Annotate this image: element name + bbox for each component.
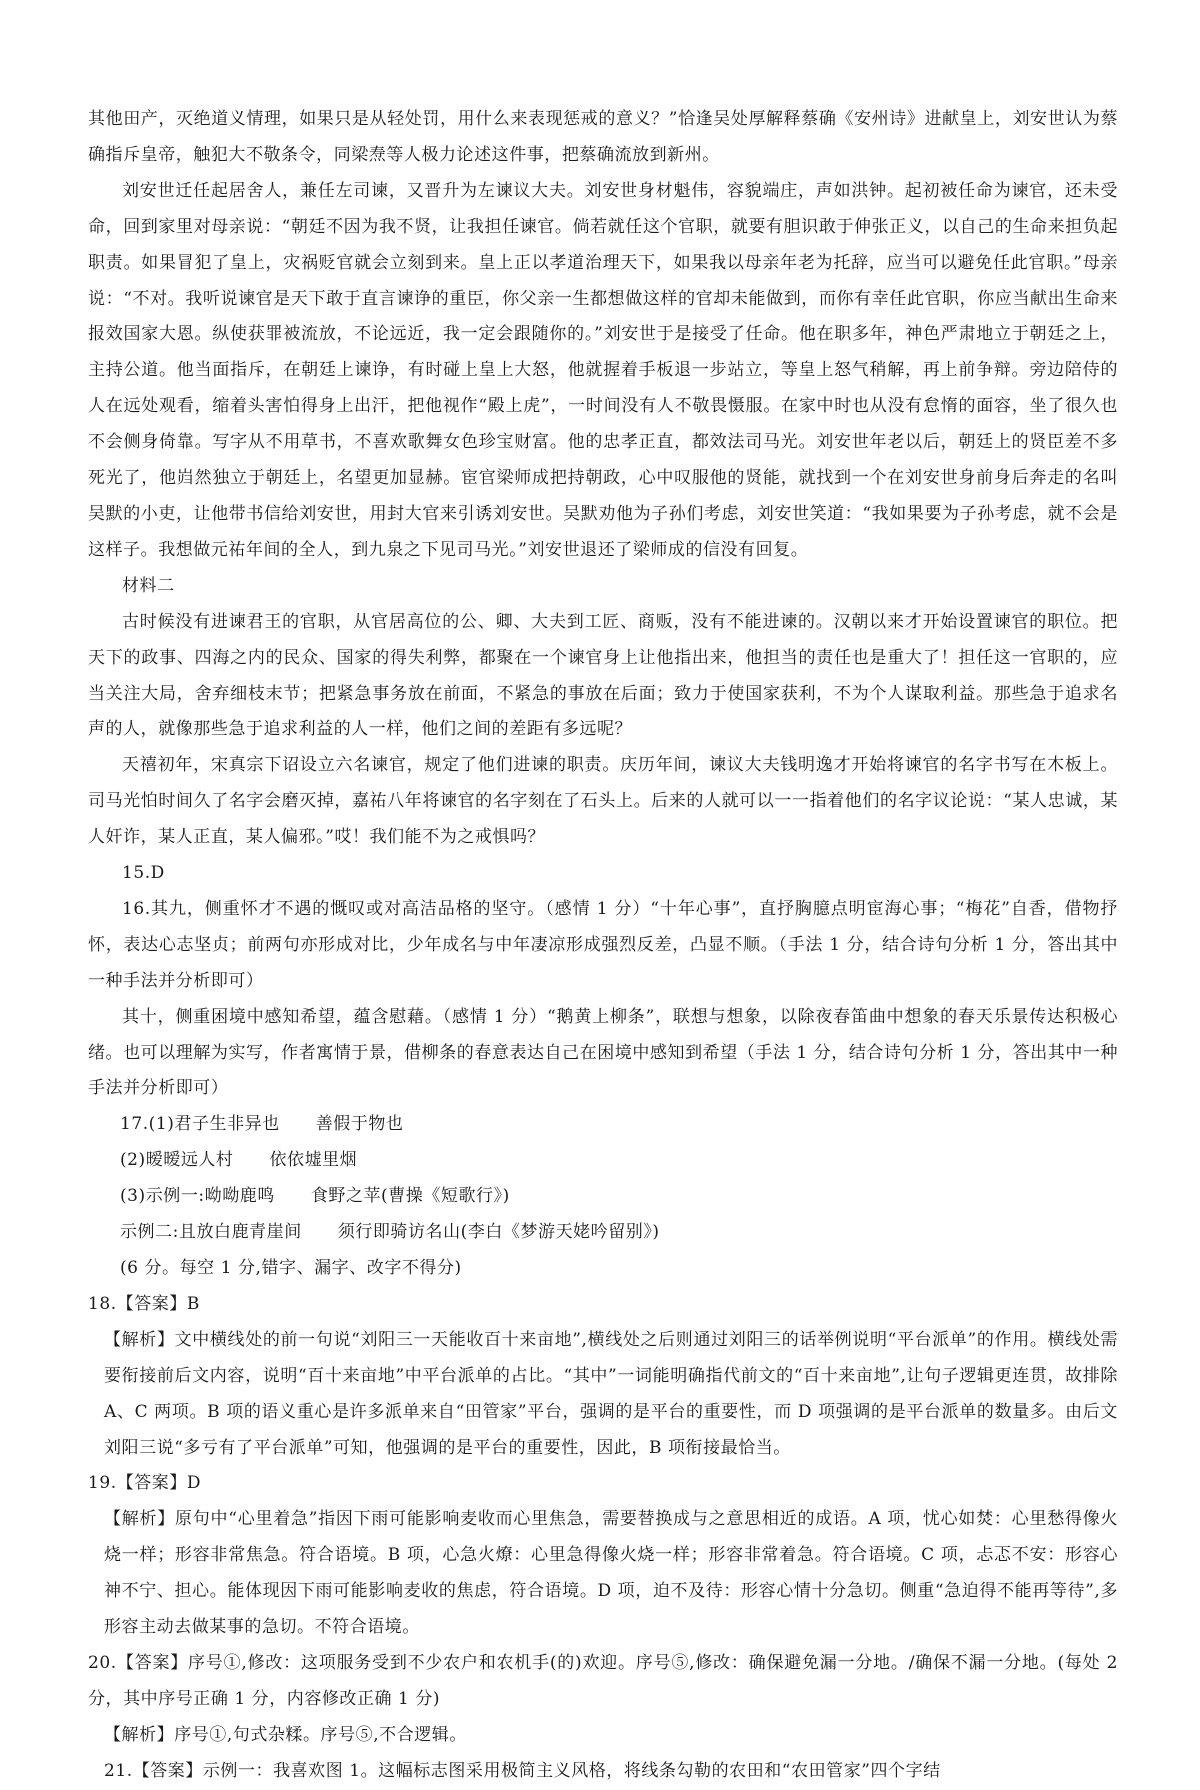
- q17-blank: (2)暧暧远人村: [120, 1150, 234, 1171]
- q20-answer: 20.【答案】序号①,修改：这项服务受到不少农户和农机手(的)欢迎。序号⑤,修改：确保避免漏一分地。/确保不漏一分地。(每处 2 分，其中序号正确 1 分，内容修改正确 1 分): [88, 1652, 1118, 1709]
- q17-blank: 须行即骑访名山(李白《梦游天姥吟留别》): [337, 1222, 660, 1243]
- q15-answer: 15.D: [122, 863, 165, 884]
- q16-answer-part1: 16.其九，侧重怀才不遇的慨叹或对高洁品格的坚守。（感情 1 分）“十年心事”，直抒胸臆点明宦海心事；“梅花”自香，借物抒怀，表达心志坚贞；前两句亦形成对比，少年成名与中年凄凉形成强烈反差，凸显不顺。（手法 1 分，结合诗句分析 1 分，答出其中一种手法并分析即可）: [88, 898, 1118, 991]
- q19-answer: 19.【答案】D: [88, 1473, 202, 1494]
- q20-analysis: 【解析】序号①,句式杂糅。序号⑤,不合逻辑。: [104, 1724, 467, 1745]
- q17-line: [88, 1215, 1118, 1251]
- q17-blank: 善假于物也: [315, 1114, 404, 1135]
- material1-paragraph: 刘安世迁任起居舍人，兼任左司谏，又晋升为左谏议大夫。刘安世身材魁伟，容貌端庄，声如洪钟。起初被任命为谏官，还未受命，回到家里对母亲说：“朝廷不因为我不贤，让我担任谏官。倘若就任这个官职，就要有胆识敢于伸张正义，以自己的生命来担负起职责。如果冒犯了皇上，灾祸贬官就会立刻到来。皇上正以孝道治理天下，如果我以母亲年老为托辞，应当可以避免任此官职。”母亲说：“不对。我听说谏官是天下敢于直言谏诤的重臣，你父亲一生都想做这样的官却未能做到，而你有幸任此官职，你应当献出生命来报效国家大恩。纵使获罪被流放，不论远近，我一定会跟随你的。”刘安世于是接受了任命。他在职多年，神色严肃地立于朝廷之上，主持公道。他当面指斥，在朝廷上谏诤，有时碰上皇上大怒，他就握着手板退一步站立，等皇上怒气稍解，再上前争辩。旁边陪侍的人在远处观看，缩着头害怕得身上出汗，把他视作“殿上虎”，一时间没有人不敬畏慑服。在家中时也从没有怠惰的面容，坐了很久也不会侧身倚靠。写字从不用草书，不喜欢歌舞女色珍宝财富。他的忠孝正直，都效法司马光。刘安世年老以后，朝廷上的贤臣差不多死光了，他岿然独立于朝廷上，名望更加显赫。宦官梁师成把持朝政，心中叹服他的贤能，就找到一个在刘安世身前身后奔走的名叫吴默的小吏，让他带书信给刘安世，用封大官来引诱刘安世。吴默劝他为子孙们考虑，刘安世笑道：“我如果要为子孙考虑，就不会是这样子。我想做元祐年间的全人，到九泉之下见司马光。”刘安世退还了梁师成的信没有回复。: [88, 180, 1118, 560]
- q17-blank: 食野之苹(曹操《短歌行》): [310, 1186, 510, 1207]
- q18-answer: 18.【答案】B: [88, 1293, 200, 1314]
- q17-blank: 示例二:且放白鹿青崖间: [120, 1222, 302, 1243]
- material2-paragraph: 天禧初年，宋真宗下诏设立六名谏官，规定了他们进谏的职责。庆历年间，谏议大夫钱明逸才开始将谏官的名字书写在木板上。司马光怕时间久了名字会磨灭掉，嘉祐八年将谏官的名字刻在了石头上。后来的人就可以一一指着他们的名字议论说：“某人忠诚，某人奸诈，某人正直，某人偏邪。”哎！我们能不为之戒惧吗？: [88, 755, 1118, 848]
- material2-paragraph: 古时候没有进谏君王的官职，从官居高位的公、卿、大夫到工匠、商贩，没有不能进谏的。汉朝以来才开始设置谏官的职位。把天下的政事、四海之内的民众、国家的得失利弊，都聚在一个谏官身上让他指出来，他担当的责任也是重大了！担任这一官职的，应当关注大局，舍弃细枝末节；把紧急事务放在前面，不紧急的事放在后面；致力于使国家获利，不为个人谋取利益。那些急于追求名声的人，就像那些急于追求利益的人一样，他们之间的差距有多远呢？: [88, 611, 1118, 740]
- q18-analysis: 【解析】文中横线处的前一句说“刘阳三一天能收百十来亩地”,横线处之后则通过刘阳三的话举例说明“平台派单”的作用。横线处需要衔接前后文内容，说明“百十来亩地”中平台派单的占比。“其中”一词能明确指代前文的“百十来亩地”,让句子逻辑更连贯，故排除 A、C 两项。B 项的语义重心是许多派单来自“田管家”平台，强调的是平台的重要性，而 D 项强调的是平台派单的数量多。由后文刘阳三说“多亏有了平台派单”可知，他强调的是平台的重要性，因此，B 项衔接最恰当。: [104, 1329, 1118, 1458]
- material1-paragraph: 其他田产，灭绝道义情理，如果只是从轻处罚，用什么来表现惩戒的意义？”恰逢吴处厚解释蔡确《安州诗》进献皇上，刘安世认为蔡确指斥皇帝，触犯大不敬条令，同梁焘等人极力论述这件事，把蔡确流放到新州。: [88, 109, 1118, 165]
- q17-blank: 依依墟里烟: [269, 1150, 358, 1171]
- q17-scoring-note: (6 分。每空 1 分,错字、漏字、改字不得分): [120, 1258, 462, 1278]
- answer-document-page: [88, 102, 1118, 1790]
- q17-blank: 17.(1)君子生非异也: [120, 1114, 280, 1135]
- q17-blank: (3)示例一:呦呦鹿鸣: [120, 1186, 275, 1207]
- material2-heading: 材料二: [122, 575, 175, 596]
- q17-line: [88, 1143, 1118, 1179]
- q19-analysis: 【解析】原句中“心里着急”指因下雨可能影响麦收而心里焦急，需要替换成与之意思相近的成语。A 项，忧心如焚：心里愁得像火烧一样；形容非常焦急。符合语境。B 项，心急火燎：心里急得像火烧一样；形容非常着急。符合语境。C 项，忐忑不安：形容心神不宁、担心。能体现因下雨可能影响麦收的焦虑，符合语境。D 项，迫不及待：形容心情十分急切。侧重“急迫得不能再等待”,多形容主动去做某事的急切。不符合语境。: [104, 1509, 1118, 1638]
- q16-answer-part2: 其十，侧重困境中感知希望，蕴含慰藉。（感情 1 分）“鹅黄上柳条”，联想与想象，以除夜春笛曲中想象的春天乐景传达积极心绪。也可以理解为实写，作者寓情于景，借柳条的春意表达自己在困境中感知到希望（手法 1 分，结合诗句分析 1 分，答出其中一种手法并分析即可）: [88, 1006, 1118, 1099]
- q17-line: [88, 1107, 1118, 1143]
- q21-answer: 21.【答案】示例一：我喜欢图 1。这幅标志图采用极简主义风格，将线条勾勒的农田和“农田管家”四个字结: [104, 1760, 941, 1781]
- q17-line: [88, 1179, 1118, 1215]
